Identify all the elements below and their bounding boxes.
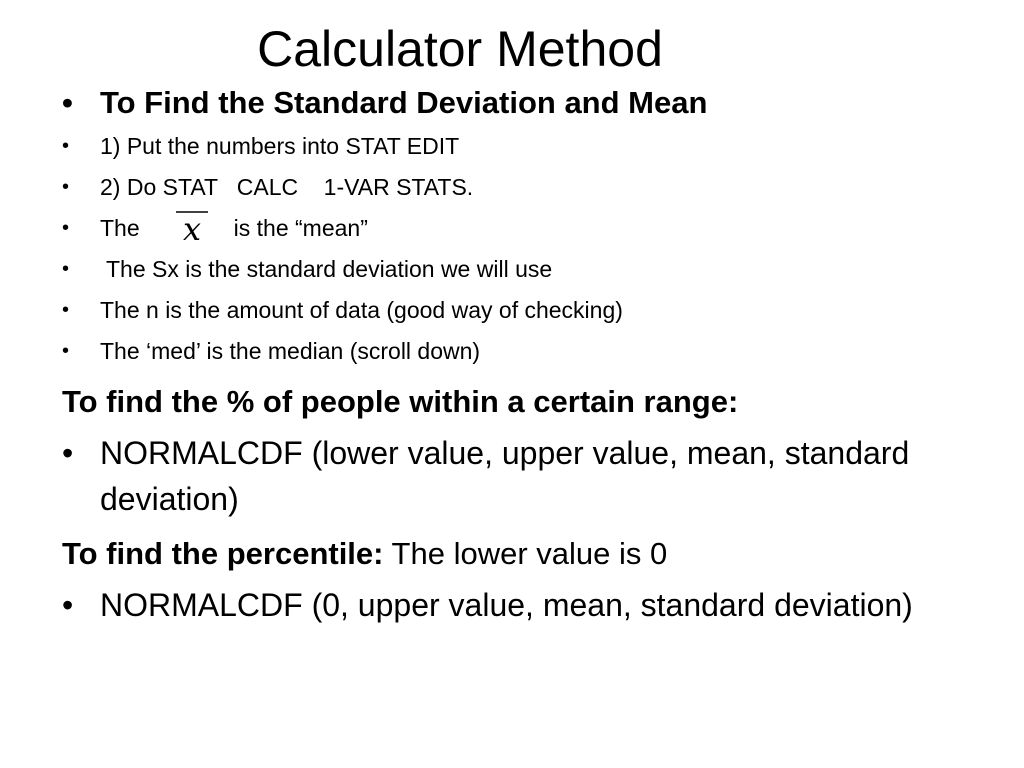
heading-bold-text: To find the percentile: — [62, 536, 384, 571]
formula-text: NORMALCDF (0, upper value, mean, standard deviation) — [100, 587, 913, 623]
list-item-step-1 — [62, 126, 962, 167]
section-heading-std-dev-mean — [62, 82, 962, 124]
svg-text:x: x — [182, 210, 201, 248]
bullet-dot-icon: • — [62, 85, 73, 120]
heading-plain-text: The lower value is 0 — [383, 536, 668, 571]
step-text: 2) Do STAT CALC 1-VAR STATS. — [100, 174, 474, 200]
bullet-dot-icon: • — [62, 340, 70, 362]
step-text: 1) Put the numbers into STAT EDIT — [100, 133, 460, 159]
bullet-dot-icon: • — [62, 135, 70, 157]
slide-content — [62, 82, 962, 636]
list-item-normalcdf-percentile — [62, 582, 962, 628]
section-heading-percentile — [62, 530, 962, 578]
note-text: The Sx is the standard deviation we will use — [100, 256, 553, 282]
list-item-med — [62, 331, 962, 372]
list-item-normalcdf-range — [62, 430, 962, 522]
mean-text-before: The — [100, 215, 140, 241]
list-item-step-2 — [62, 167, 962, 208]
note-text: The n is the amount of data (good way of checking) — [100, 297, 623, 323]
list-item-sx — [62, 249, 962, 290]
x-bar-icon — [172, 208, 212, 248]
slide-title: Calculator Method — [257, 21, 663, 77]
bullet-dot-icon: • — [62, 299, 70, 321]
bullet-dot-icon: • — [62, 258, 70, 280]
section-heading-range: To find the % of people within a certain range: — [62, 384, 739, 419]
x-bar-symbol — [172, 208, 212, 248]
bullet-dot-icon: • — [62, 176, 70, 198]
list-item-n — [62, 290, 962, 331]
section-heading-text: To Find the Standard Deviation and Mean — [100, 85, 708, 120]
formula-text: NORMALCDF (lower value, upper value, mean, standard deviation) — [100, 435, 910, 517]
list-item-mean — [62, 208, 962, 249]
mean-text-after: is the “mean” — [233, 215, 368, 241]
note-text: The ‘med’ is the median (scroll down) — [100, 338, 481, 364]
bullet-dot-icon: • — [62, 217, 70, 239]
bullet-dot-icon: • — [62, 435, 74, 471]
bullet-dot-icon: • — [62, 587, 74, 623]
